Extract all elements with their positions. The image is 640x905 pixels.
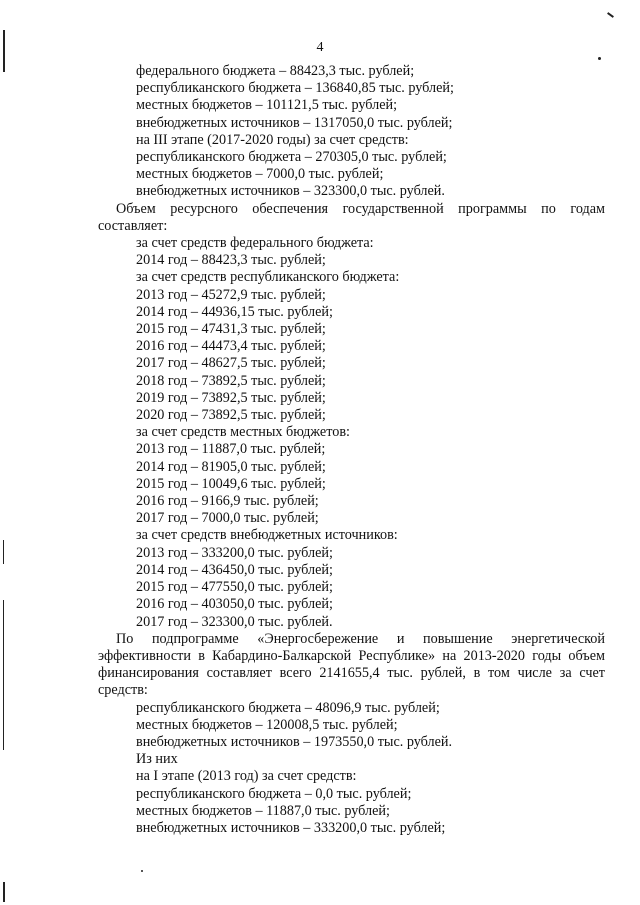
text-line: 2015 год – 47431,3 тыс. рублей; — [136, 321, 326, 338]
text-line: 2013 год – 333200,0 тыс. рублей; — [136, 544, 333, 561]
text-line: 2017 год – 323300,0 тыс. рублей. — [136, 613, 333, 630]
text-line: республиканского бюджета – 136840,85 тыс. рублей; — [136, 80, 454, 97]
text-line: 2015 год – 10049,6 тыс. рублей; — [136, 475, 326, 492]
scan-dot — [598, 57, 601, 60]
page-number: 4 — [316, 40, 324, 55]
text-line: за счет средств внебюджетных источников: — [136, 527, 398, 544]
text-line: местных бюджетов – 11887,0 тыс. рублей; — [136, 802, 390, 819]
text-line: за счет средств местных бюджетов: — [136, 424, 350, 441]
scan-edge-mark — [3, 882, 5, 902]
text-line: 2016 год – 403050,0 тыс. рублей; — [136, 596, 333, 613]
text-line: 2013 год – 45272,9 тыс. рублей; — [136, 286, 326, 303]
text-line: 2017 год – 7000,0 тыс. рублей; — [136, 510, 319, 527]
text-line: 2014 год – 436450,0 тыс. рублей; — [136, 561, 333, 578]
text-line: 2015 год – 477550,0 тыс. рублей; — [136, 579, 333, 596]
text-line: за счет средств федерального бюджета: — [136, 235, 374, 252]
text-line: 2020 год – 73892,5 тыс. рублей; — [136, 407, 326, 424]
text-line: 2014 год – 88423,3 тыс. рублей; — [136, 252, 326, 269]
text-line: внебюджетных источников – 1317050,0 тыс. рублей; — [136, 114, 453, 131]
text-line: 2018 год – 73892,5 тыс. рублей; — [136, 372, 326, 389]
text-line: 2013 год – 11887,0 тыс. рублей; — [136, 441, 326, 458]
text-line: 2014 год – 44936,15 тыс. рублей; — [136, 303, 333, 320]
text-line: на III этапе (2017-2020 годы) за счет средств: — [136, 131, 409, 148]
text-line: за счет средств республиканского бюджета: — [136, 269, 400, 286]
scan-edge-mark — [3, 600, 4, 750]
text-line: Из них — [136, 751, 178, 768]
text-line: местных бюджетов – 7000,0 тыс. рублей; — [136, 166, 384, 183]
scan-edge-mark — [3, 30, 5, 72]
paragraph-subprogram: По подпрограмме «Энергосбережение и повышение энергетической эффективности в Кабардино-Балкарской Республике» на 2013-2020 годы объем финансирования составляет всего 2141655,4 тыс. рублей, в том числе за счет средств: — [98, 630, 605, 699]
document-body — [98, 63, 605, 837]
text-line: федерального бюджета – 88423,3 тыс. рублей; — [136, 63, 415, 79]
scan-corner-mark — [607, 12, 614, 18]
text-line: 2019 год – 73892,5 тыс. рублей; — [136, 389, 326, 406]
scan-edge-mark — [3, 540, 4, 564]
text-line: республиканского бюджета – 48096,9 тыс. рублей; — [136, 699, 440, 716]
text-line: республиканского бюджета – 270305,0 тыс. рублей; — [136, 149, 447, 166]
text-line: на I этапе (2013 год) за счет средств: — [136, 768, 357, 785]
text-line: 2016 год – 44473,4 тыс. рублей; — [136, 338, 326, 355]
paragraph-volume: Объем ресурсного обеспечения государственной программы по годам составляет: — [98, 200, 605, 234]
text-line: местных бюджетов – 101121,5 тыс. рублей; — [136, 97, 398, 114]
text-line: республиканского бюджета – 0,0 тыс. рублей; — [136, 785, 412, 802]
text-line: внебюджетных источников – 333200,0 тыс. рублей; — [136, 819, 446, 836]
scan-dot — [141, 870, 143, 872]
text-line: местных бюджетов – 120008,5 тыс. рублей; — [136, 716, 398, 733]
text-line: 2017 год – 48627,5 тыс. рублей; — [136, 355, 326, 372]
text-line: внебюджетных источников – 323300,0 тыс. рублей. — [136, 183, 445, 200]
text-line: 2014 год – 81905,0 тыс. рублей; — [136, 458, 326, 475]
text-line: 2016 год – 9166,9 тыс. рублей; — [136, 493, 319, 510]
text-line: внебюджетных источников – 1973550,0 тыс. рублей. — [136, 733, 453, 750]
